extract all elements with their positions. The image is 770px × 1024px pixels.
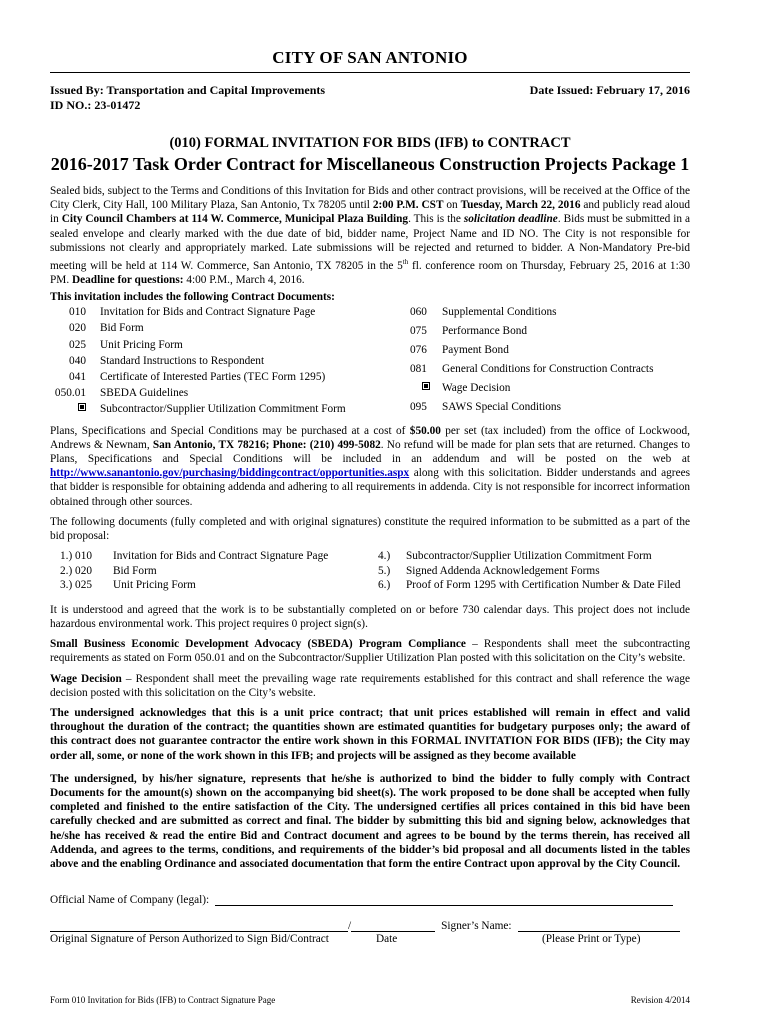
required-documents-list (50, 549, 690, 593)
required-right-column (378, 549, 706, 593)
doc-number: 095 (410, 400, 427, 413)
signer-name-label: Signer’s Name: (441, 920, 512, 933)
issue-header (50, 83, 690, 113)
doc-number: 025 (69, 338, 86, 351)
doc-label: Performance Bond (442, 325, 528, 338)
req-number: 2.) 020 (60, 564, 93, 577)
doc-number: 081 (410, 362, 427, 375)
doc-label: Subcontractor/Supplier Utilization Commitment Form (100, 403, 346, 416)
req-label: Invitation for Bids and Contract Signature Page (113, 550, 329, 563)
doc-number: 040 (69, 354, 86, 367)
intro-paragraph: Sealed bids, subject to the Terms and Conditions of this Invitation for Bids and other contract provisions, will be received at the Office of the City Clerk, City Hall, 100 Military Plaza, San Antonio, Tx 78205 until 2:00 P.M. CST on Tuesday, March 22, 2016 and publicly read aloud in City Council Chambers at 114 W. Commerce, Municipal Plaza Building. This is the solicitation deadline. Bids must be submitted in a sealed envelope and clearly marked with the due date of bid, bidder name, Project Name and ID NO. The City is not responsible for submissions not clearly and appropriately marked. Late submissions will be rejected and returned to bidder. A Non-Mandatory Pre-bid meeting will be held at 114 W. Commerce, San Antonio, TX 78205 in the 5th fl. conference room on Thursday, February 25, 2016 at 1:30 PM. Deadline for questions: 4:00 P.M., March 4, 2016. (50, 185, 691, 286)
doc-label: Supplemental Conditions (442, 306, 557, 319)
id-number: ID NO.: 23-01472 (50, 98, 141, 112)
date-label: Date (376, 933, 398, 946)
date-field[interactable] (351, 919, 435, 932)
unit-price-paragraph: The undersigned acknowledges that this is a unit price contract; that unit prices established will remain in effect and valid throughout the duration of the contract; the quantities shown are estimated quantities for budgetary purposes only; the award of this contract does not guarantee contractor the entire work shown in this FORMAL INVITATION FOR BIDS (IFB); the City may order all, some, or none of the work shown in this IFB; and projects will be assigned as they become available (50, 706, 690, 762)
documents-left-column (50, 304, 404, 417)
doc-number: 075 (410, 325, 427, 338)
doc-number: 010 (69, 306, 86, 319)
signature-slash: / (348, 920, 352, 933)
original-signature-label: Original Signature of Person Authorized to Sign Bid/Contract (50, 933, 329, 946)
company-name-row (50, 893, 690, 906)
page-footer (50, 995, 690, 1005)
req-label: Proof of Form 1295 with Certification Number & Date Filed (406, 579, 681, 592)
completion-paragraph: It is understood and agreed that the work is to be substantially completed on or before 730 calendar days. This project does not include hazardous environmental work. This project requires 0 project sign(s). (50, 603, 690, 630)
doc-label: Unit Pricing Form (100, 338, 183, 351)
doc-label: Bid Form (100, 322, 144, 335)
doc-label: General Conditions for Construction Contracts (442, 362, 654, 375)
doc-number: 050.01 (54, 387, 86, 400)
signature-labels (50, 933, 690, 945)
document-page (50, 40, 690, 945)
footer-revision: Revision 4/2014 (630, 995, 690, 1005)
req-label: Bid Form (113, 564, 157, 577)
doc-number: 060 (410, 306, 427, 319)
doc-label: Certificate of Interested Parties (TEC Form 1295) (100, 371, 326, 383)
req-label: Unit Pricing Form (113, 579, 196, 592)
company-name-field[interactable] (215, 893, 673, 906)
doc-label: Invitation for Bids and Contract Signature Page (100, 306, 316, 319)
required-docs-intro: The following documents (fully completed and with original signatures) constitute the required information to be submitted as a part of the bid proposal: (50, 515, 690, 543)
req-number: 5.) (378, 564, 391, 577)
req-label: Signed Addenda Acknowledgement Forms (406, 564, 600, 577)
req-number: 4.) (378, 550, 391, 563)
req-number: 3.) 025 (60, 579, 93, 592)
company-name-label: Official Name of Company (legal): (50, 894, 210, 907)
footer-form-name: Form 010 Invitation for Bids (IFB) to Contract Signature Page (50, 995, 276, 1005)
doc-label: Wage Decision (442, 381, 511, 394)
issued-by: Issued By: Transportation and Capital Improvements (50, 83, 326, 97)
doc-label: SAWS Special Conditions (442, 400, 561, 413)
req-number: 6.) (378, 579, 391, 592)
formal-title: (010) FORMAL INVITATION FOR BIDS (IFB) to CONTRACT (169, 135, 571, 151)
signature-statement: The undersigned, by his/her signature, represents that he/she is authorized to bind the bidder to fully comply with Contract Documents for the amount(s) shown on the accompanying bid sheet(s). The work proposed to be done shall be accepted when fully completed and finished to the entire satisfaction of the City. The undersigned certifies all prices contained in this bid have been carefully checked and are submitted as correct and final. The bidder by submitting this bid and signing below, acknowledges that he/she has received & read the entire Bid and Contract document and agrees to be bound by the terms therein, has received all Addenda, and agrees to the terms, conditions, and requirements of the bidder’s bid proposal and all documents listed in the tables above and the enabling Ordinance and associated documentation that form the entire Contract upon approval by the City Council. (50, 772, 690, 870)
wage-paragraph: Wage Decision – Respondent shall meet the prevailing wage rate requirements established for this contract and shall reference the wage decision posted with this solicitation on the City’s website. (50, 672, 690, 699)
documents-right-column (404, 304, 692, 417)
doc-label: SBEDA Guidelines (100, 387, 189, 400)
required-left-column (50, 549, 378, 593)
req-number: 1.) 010 (60, 550, 93, 563)
date-issued: Date Issued: February 17, 2016 (529, 83, 690, 97)
plans-paragraph: Plans, Specifications and Special Conditions may be purchased at a cost of $50.00 per set (tax included) from the office of Lockwood, Andrews & Newnam, San Antonio, TX 78216; Phone: (210) 499-5082. No refund will be made for plan sets that are returned. Changes to Plans, Specifications and Special Conditions will be included in an addendum and will be posted on the web at http://www.sanantonio.gov/purchasing/biddingcontract/opportunities.aspx along with this solicitation. Bidder understands and agrees that bidder is responsible for obtaining addenda and adhering to all requirements in addenda. City is not responsible for incorrect information obtained through other sources. (50, 424, 691, 508)
doc-number: 076 (410, 343, 427, 356)
city-heading: CITY OF SAN ANTONIO (50, 40, 690, 73)
contract-documents-title: This invitation includes the following Contract Documents: (50, 291, 335, 304)
signature-field[interactable] (50, 919, 348, 932)
doc-number: 041 (69, 371, 86, 383)
signer-name-field[interactable] (518, 919, 680, 932)
bullet-square-icon (78, 403, 86, 411)
project-title: 2016-2017 Task Order Contract for Miscellaneous Construction Projects Package 1 (50, 154, 690, 174)
bullet-square-icon (422, 382, 430, 390)
print-label: (Please Print or Type) (542, 933, 641, 946)
doc-number: 020 (69, 322, 86, 335)
doc-label: Payment Bond (442, 343, 509, 356)
opportunities-link[interactable]: http://www.sanantonio.gov/purchasing/biddingcontract/opportunities.aspx (50, 467, 410, 480)
sbeda-paragraph: Small Business Economic Development Advocacy (SBEDA) Program Compliance – Respondents shall meet the subcontracting requirements as stated on Form 050.01 and on the Subcontractor/Supplier Utilization Plan posted with this solicitation on the City’s website. (50, 638, 690, 665)
req-label: Subcontractor/Supplier Utilization Commitment Form (406, 550, 652, 563)
signature-row (50, 919, 690, 932)
doc-label: Standard Instructions to Respondent (100, 354, 265, 367)
contract-documents-list (50, 304, 690, 417)
